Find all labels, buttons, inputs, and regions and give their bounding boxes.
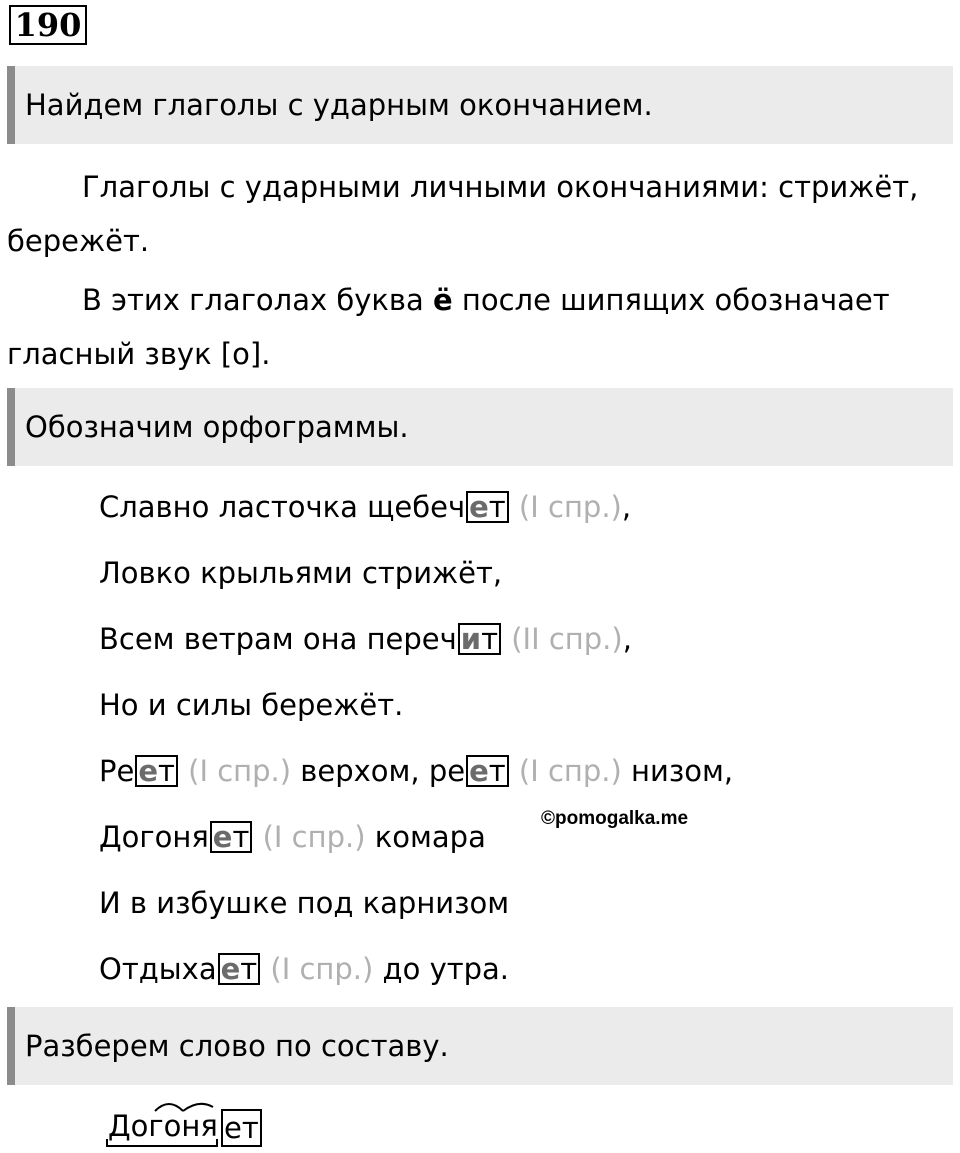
poem-line-2 (99, 555, 502, 591)
poem-line-8-rest: до утра. (373, 952, 510, 986)
ending-consonant: т (488, 490, 506, 524)
poem-line-6-rest: комара (365, 820, 486, 854)
ending-box (210, 821, 253, 853)
poem-line-6 (99, 819, 486, 855)
section-heading-3-text: Разберем слово по составу. (25, 1029, 449, 1063)
watermark: ©pomogalka.me (541, 808, 689, 829)
section-heading-2-text: Обозначим орфограммы. (25, 410, 409, 444)
poem-line-6-text: Догоня (99, 820, 209, 854)
poem-line-1-rest: , (621, 490, 632, 524)
ending-box (458, 623, 501, 655)
poem-line-3-rest: , (622, 622, 632, 656)
section-heading-3 (7, 1007, 953, 1085)
poem-line-1-text: Славно ласточка щебеч (99, 490, 466, 524)
ending-vowel: е (469, 490, 489, 524)
ending-vowel: е (469, 754, 489, 788)
poem-line-8-text: Отдыха (99, 952, 217, 986)
ending-box (135, 755, 178, 787)
poem-line-1 (99, 489, 631, 525)
ending-box (466, 491, 509, 523)
section-heading-1 (7, 66, 953, 144)
section-heading-1-text: Найдем глаголы с ударным окончанием. (25, 88, 653, 122)
ending-consonant: т (488, 754, 506, 788)
poem-line-5 (99, 753, 733, 789)
poem-line-4-text: Но и силы бережёт. (99, 688, 404, 722)
poem-line-3 (99, 621, 632, 657)
conjugation-note: (I спр.) (188, 754, 292, 788)
conjugation-note: (I спр.) (518, 490, 622, 524)
conjugation-note: (I спр.) (518, 754, 622, 788)
ending-consonant: т (158, 754, 175, 788)
poem-line-5-mid: верхом, ре (291, 754, 466, 788)
word-stem: Догоня (108, 1109, 218, 1143)
poem-line-5-text: Ре (99, 754, 135, 788)
ending-box (466, 755, 509, 787)
ending-consonant: т (240, 952, 258, 986)
poem-line-8 (99, 951, 509, 987)
ending-vowel: е (212, 820, 233, 854)
conjugation-note: (II спр.) (511, 622, 623, 656)
poem-line-4 (99, 687, 403, 723)
poem-line-7-text: И в избушке под карнизом (99, 886, 510, 920)
ending-consonant: т (481, 622, 498, 656)
ending-consonant: т (232, 820, 250, 854)
paragraph-2-before: В этих глаголах буква (82, 283, 434, 317)
conjugation-note: (I спр.) (262, 820, 366, 854)
word-ending-box: ет (221, 1109, 262, 1147)
ending-box (218, 953, 261, 985)
poem-line-3-text: Всем ветрам она переч (99, 622, 457, 656)
ending-vowel: е (138, 754, 159, 788)
ending-vowel: и (460, 622, 482, 656)
word-morpheme-analysis (105, 1095, 265, 1151)
paragraph-1 (7, 160, 947, 268)
poem-line-7 (99, 885, 509, 921)
exercise-number: 190 (9, 5, 87, 45)
conjugation-note: (I спр.) (270, 952, 374, 986)
poem-line-2-text: Ловко крыльями стрижёт, (99, 556, 503, 590)
section-heading-2 (7, 388, 953, 466)
ending-vowel: е (220, 952, 241, 986)
paragraph-2-bold-letter: ё (433, 283, 453, 317)
paragraph-1-text: Глаголы с ударными личными окончаниями: стрижёт, бережёт. (7, 170, 919, 258)
paragraph-2-after: после шипящих обозначает гласный звук [о]. (7, 283, 890, 371)
poem-line-5-rest: низом, (621, 754, 734, 788)
paragraph-2 (7, 273, 947, 381)
